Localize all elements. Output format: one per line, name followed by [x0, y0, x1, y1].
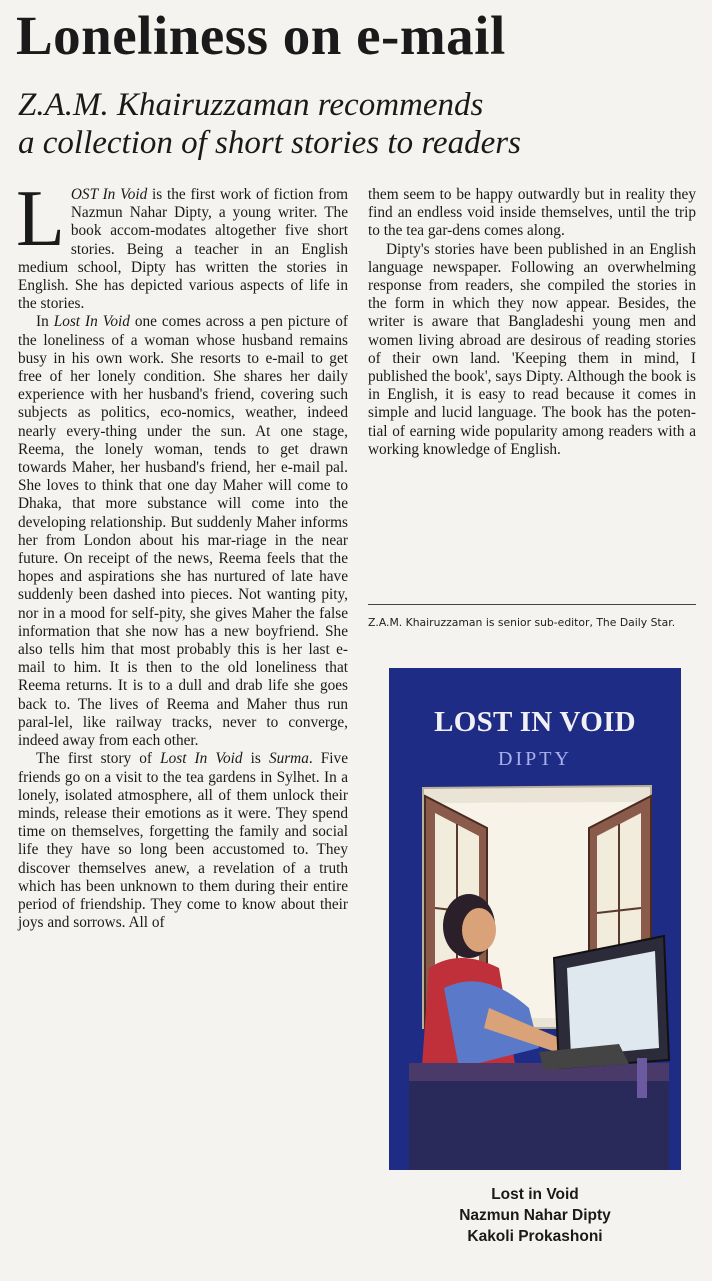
book-caption [389, 1184, 681, 1247]
divider [368, 604, 696, 605]
paragraph-4: them seem to be happy outwardly but in reality they find an endless void inside themselves, until the trip to the tea gar-dens comes along. [368, 186, 696, 240]
paragraph-1 [16, 175, 348, 313]
book-cover [389, 668, 681, 1170]
headline: Loneliness on e-mail [16, 5, 506, 66]
caption-publisher: Kakoli Prokashoni [467, 1228, 603, 1245]
author-note: Z.A.M. Khairuzzaman is senior sub-editor, The Daily Star. [368, 616, 676, 629]
book-title-inline: Lost In Void [53, 313, 130, 331]
paragraph-3-text: . Five friends go on a visit to the tea gardens in Sylhet. In a lonely, isolated atmosphere, all of them unlock their minds, release their emotions as it were. They spend time on themselves, forgetting the family and social life they have so long been accustomed to. They discover themselves anew, a revelation of a truth which has been unknown to them during their entire period of friendship. They come to know about their joys and sorrows. All of [18, 750, 348, 932]
article-column-right [368, 186, 696, 459]
cover-title: LOST IN VOID [434, 706, 636, 738]
book-title-inline: OST In Void [70, 186, 148, 203]
paragraph-2-intro: In [36, 313, 54, 331]
paragraph-1-text: is the first work of fiction from Nazmun Nahar Dipty, a young writer. The book accom-modates altogether five short stories. Being a teacher in an English medium school, Dipty has written the stories in English. She has depicted various aspects of life in the stories. [18, 186, 348, 313]
paragraph-3-mid: is [242, 750, 269, 768]
caption-author: Nazmun Nahar Dipty [459, 1207, 611, 1224]
article-column-left [16, 175, 349, 932]
paragraph-2-text: one comes across a pen picture of the loneliness of a woman whose husband remains busy in his own work. She resorts to e-mail to get free of her lonely condition. She shares her daily experience with her husband's friend, covering such subjects as politics, eco-nomics, weather, indeed nearly every-thing under the sun. At one stage, Reema, the lonely woman, tends to get drawn towards Maher, her husband's friend, her e-mail pal. She loves to think that one day Maher will come to Dhaka, that more substance will come into the developing relationship. But suddenly Maher informs her from London about his mar-riage in the near future. On receipt of the news, Reema feels that the hopes and aspirations she has nurtured of late have suddenly been dashed into pieces. Not wanting pity, nor in a mood for self-pity, she gives Maher the false information that she now has a new boyfriend. She also tells him that most probably this is her last e-mail to him. It is then to the old loneliness that Reema returns. It is to a dull and drab life she goes back to. The lives of Reema and Maher thus run paral-lel, like railway tracks, never to converge, indeed away from each other. [18, 313, 349, 750]
drop-cap: L [16, 175, 65, 263]
book-title-inline: Lost In Void [160, 750, 243, 768]
paragraph-5: Dipty's stories have been published in an English language newspaper. Following an overwhelming response from readers, she compiled the stories in the form in which they now appear. Besides, the writer is aware that Bangladeshi young men and women living abroad are desirous of reading stories of their own land. 'Keeping them in mind, I published the book', says Dipty. Although the book is in English, it is easy to read because it comes in simple and lucid language. The book has the poten-tial of earning wide popularity among readers with a working knowledge of English. [368, 240, 696, 458]
cover-author: DIPTY [498, 748, 572, 770]
paragraph-3 [18, 750, 348, 932]
subhead-line-1: Z.A.M. Khairuzzaman recommends [18, 87, 484, 123]
subhead-line-2: a collection of short stories to readers [18, 125, 521, 162]
paragraph-2 [18, 313, 348, 750]
story-title-inline: Surma [268, 750, 309, 768]
subhead [18, 86, 708, 163]
paragraph-3-intro: The first story of [36, 750, 161, 768]
caption-title: Lost in Void [491, 1186, 579, 1203]
cover-illustration [389, 668, 681, 1170]
